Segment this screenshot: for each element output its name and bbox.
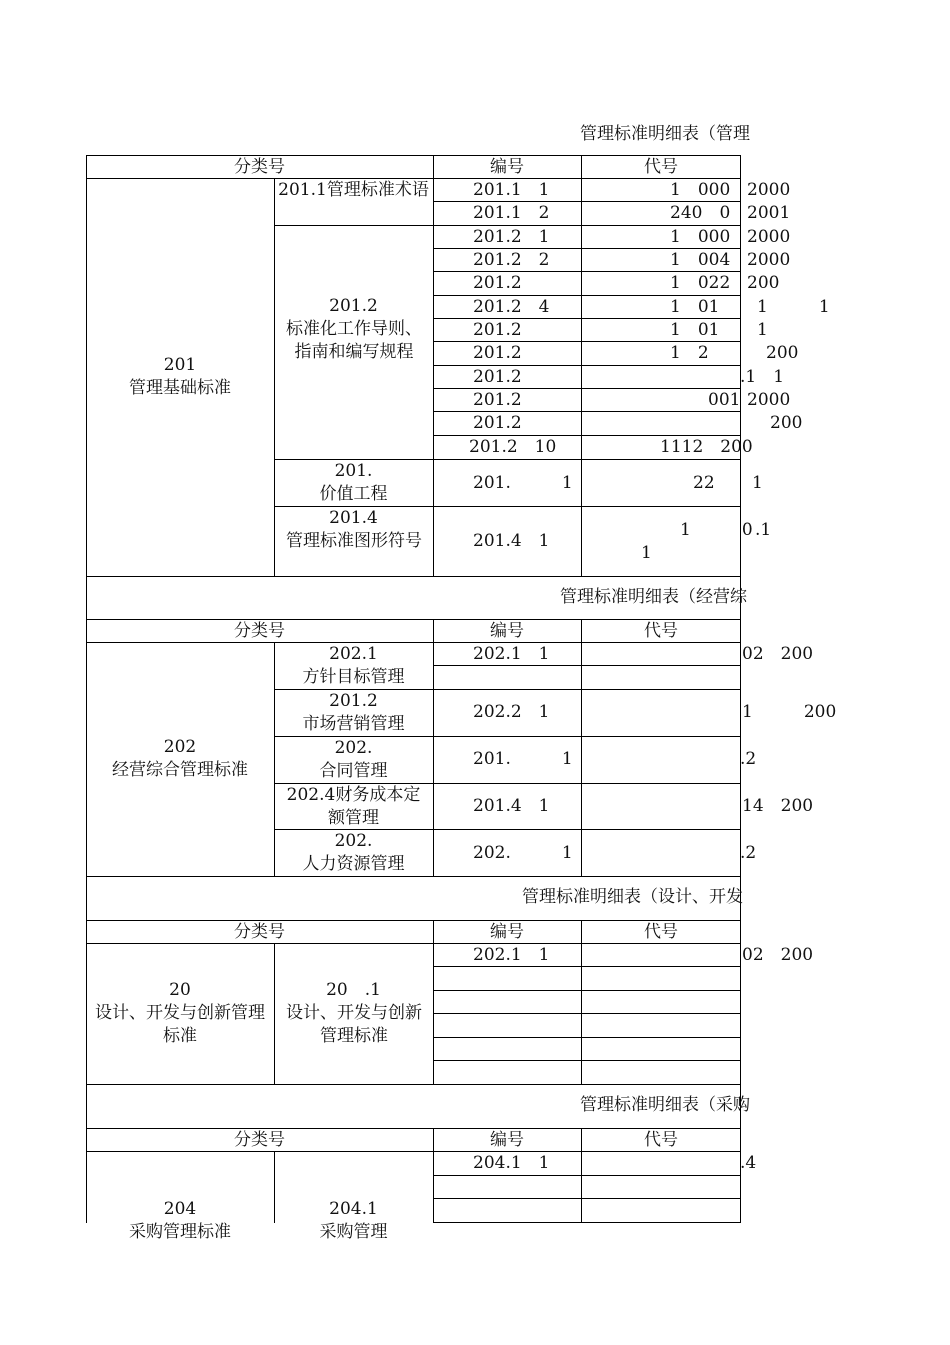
row-code: 240 0 <box>670 203 731 223</box>
section-title: 管理标准明细表（经营综 <box>560 587 747 607</box>
row-code: 1 0 <box>680 520 753 540</box>
row-code: 22 <box>693 473 715 493</box>
row-overflow: .1 1 <box>740 367 785 387</box>
row-overflow: 14 200 <box>742 796 814 816</box>
row-overflow: 2001 <box>747 203 791 223</box>
category-code: 20 <box>169 980 191 1000</box>
row-number: 202. 1 <box>473 843 573 863</box>
group-code: 204.1 <box>329 1199 378 1219</box>
group-name: 市场营销管理 <box>302 714 405 734</box>
header-category: 分类号 <box>234 1130 285 1150</box>
section-title: 管理标准明细表（采购 <box>580 1095 750 1115</box>
row-code: 1 000 <box>670 180 731 200</box>
row-overflow: 2000 <box>747 227 791 247</box>
group-name: 合同管理 <box>319 761 388 781</box>
header-category: 分类号 <box>234 621 285 641</box>
row-overflow: .2 <box>740 843 757 863</box>
row-code: 1 004 <box>670 250 731 270</box>
row-number: 201.2 <box>473 273 522 293</box>
row-number: 201.2 2 <box>473 250 550 270</box>
category-name: 设计、开发与创新管理标准 <box>95 1003 265 1046</box>
row-overflow: 200 <box>747 273 780 293</box>
row-overflow: 2000 <box>747 250 791 270</box>
row-code: 1 022 <box>670 273 731 293</box>
group-name: 管理标准图形符号 <box>286 531 422 551</box>
row-number: 201.2 1 <box>473 227 550 247</box>
row-number: 201.2 <box>473 320 522 340</box>
row-number: 201.2 10 <box>469 437 557 457</box>
row-code-2: 1 <box>641 543 652 563</box>
group-code: 202. <box>334 738 373 758</box>
row-number: 201.4 1 <box>473 531 550 551</box>
row-overflow: 2000 <box>747 180 791 200</box>
row-overflow: .2 <box>740 749 757 769</box>
group-name: 采购管理 <box>319 1222 388 1242</box>
row-overflow: 1 200 <box>742 702 837 722</box>
row-number: 201.2 <box>473 343 522 363</box>
group-name: 设计、开发与创新管理标准 <box>286 1003 422 1046</box>
row-number: 201. 1 <box>473 749 573 769</box>
category-name: 管理基础标准 <box>129 378 231 398</box>
row-number: 201.2 <box>473 367 522 387</box>
group-code: 202.4财务成本定 <box>286 785 421 805</box>
row-overflow: 02 200 <box>742 644 814 664</box>
row-overflow: 02 200 <box>742 945 814 965</box>
row-number: 202.2 1 <box>473 702 550 722</box>
group-code: 201.2 <box>329 296 378 316</box>
group-code: 201.2 <box>329 691 378 711</box>
row-number: 202.1 1 <box>473 644 550 664</box>
header-code: 代号 <box>644 922 678 942</box>
group-label: 201.1管理标准术语 <box>278 180 429 200</box>
header-category: 分类号 <box>234 922 285 942</box>
category-code: 201 <box>163 355 197 375</box>
row-number: 201. 1 <box>473 473 573 493</box>
row-code: 1 01 <box>670 297 720 317</box>
section-title: 管理标准明细表（管理 <box>580 124 750 144</box>
section-title: 管理标准明细表（设计、开发 <box>522 887 743 907</box>
row-overflow: 200 <box>766 343 799 363</box>
row-code: 1 000 <box>670 227 731 247</box>
row-overflow: .1 <box>755 520 772 540</box>
group-code: 201. <box>334 461 373 481</box>
row-number: 201.2 <box>473 413 522 433</box>
group-name: 价值工程 <box>319 484 388 504</box>
row-overflow: .4 <box>740 1153 757 1173</box>
row-number: 204.1 1 <box>473 1153 550 1173</box>
header-code: 代号 <box>644 621 678 641</box>
row-number: 201.2 <box>473 390 522 410</box>
group-code: 20 .1 <box>326 980 381 1000</box>
header-number: 编号 <box>490 157 524 177</box>
header-category: 分类号 <box>234 157 285 177</box>
category-name: 采购管理标准 <box>129 1222 231 1242</box>
row-code: 1112 200 <box>660 437 753 457</box>
header-number: 编号 <box>490 1130 524 1150</box>
row-overflow: 1 <box>757 320 768 340</box>
category-code: 202 <box>163 737 197 757</box>
category-name: 经营综合管理标准 <box>112 760 248 780</box>
row-number: 202.1 1 <box>473 945 550 965</box>
category-code: 204 <box>163 1199 197 1219</box>
row-number: 201.1 2 <box>473 203 550 223</box>
row-overflow: 2000 <box>747 390 791 410</box>
header-code: 代号 <box>644 1130 678 1150</box>
group-name: 额管理 <box>328 808 379 828</box>
header-number: 编号 <box>490 922 524 942</box>
header-code: 代号 <box>644 157 678 177</box>
group-name: 方针目标管理 <box>302 667 405 687</box>
row-overflow: 1 <box>752 473 763 493</box>
group-name: 人力资源管理 <box>302 854 405 874</box>
row-code: 001 <box>708 390 741 410</box>
row-code: 1 01 <box>670 320 720 340</box>
row-overflow: 200 <box>770 413 803 433</box>
group-code: 201.4 <box>329 508 378 528</box>
group-name: 标准化工作导则、指南和编写规程 <box>286 319 422 362</box>
row-number: 201.2 4 <box>473 297 550 317</box>
header-number: 编号 <box>490 621 524 641</box>
row-number: 201.4 1 <box>473 796 550 816</box>
group-code: 202. <box>334 831 373 851</box>
row-overflow: 1 1 <box>757 297 830 317</box>
row-number: 201.1 1 <box>473 180 550 200</box>
group-code: 202.1 <box>329 644 378 664</box>
row-code: 1 2 <box>670 343 709 363</box>
